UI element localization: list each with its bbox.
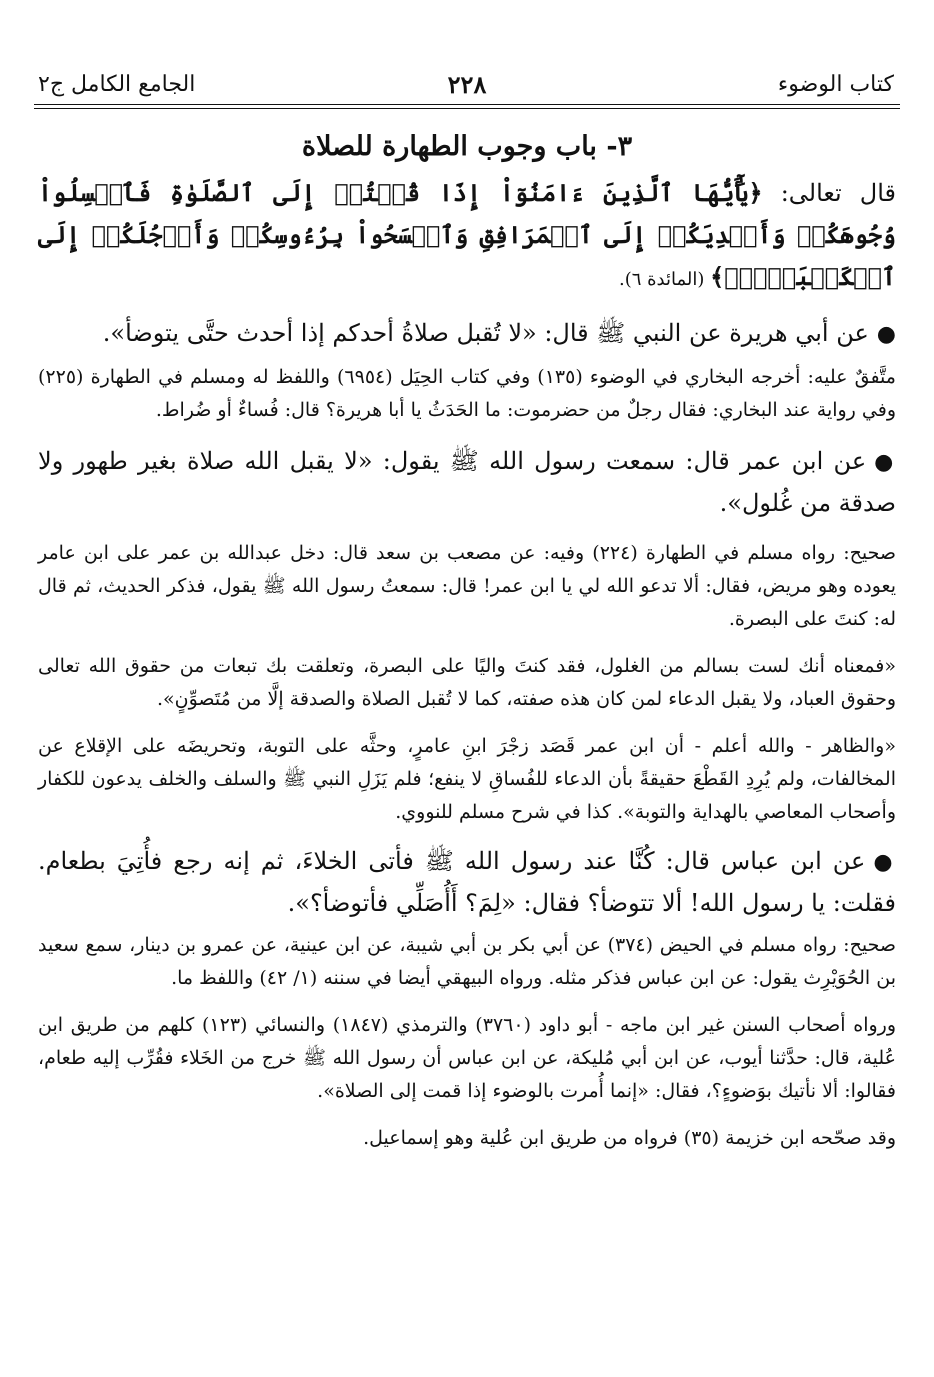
bullet-icon: ● (873, 850, 897, 875)
chapter-title: ٣- باب وجوب الطهارة للصلاة (301, 131, 633, 162)
hadith-2-text: عن ابن عمر قال: سمعت رسول الله ﷺ يقول: «لا يقبل الله صلاة بغير طهور ولا صدقة من غُلول». (38, 447, 896, 517)
note-5: صحيح: رواه مسلم في الحيض (٣٧٤) عن أبي بكر بن أبي شيبة، عن ابن عينية، عن عمرو بن دينار، سمع سعيد بن الحُوَيْرِث يقول: عن ابن عباس فذكر مثله. ورواه البيهقي أيضا في سننه (١/ ٤٢) واللفظ ما. (38, 934, 896, 989)
quran-verse-block (38, 172, 896, 301)
hadith-3 (38, 841, 896, 923)
note-1: متَّفقٌ عليه: أخرجه البخاري في الوضوء (١٣٥) وفي كتاب الحِيَل (٦٩٥٤) واللفظ له ومسلم في الطهارة (٢٢٥) وفي رواية عند البخاري: فقال رجلٌ من حضرموت: ما الحَدَثُ يا أبا هريرة؟ قال: فُساءٌ أو ضُراط. (38, 366, 896, 421)
hadith-1-text: عن أبي هريرة عن النبي ﷺ قال: «لا تُقبل صلاةُ أحدكم إذا أحدث حتَّى يتوضأ». (102, 319, 869, 347)
book-title: كتاب الوضوء (777, 72, 894, 97)
note-2: صحيح: رواه مسلم في الطهارة (٢٢٤) وفيه: عن مصعب بن سعد قال: دخل عبدالله بن عمر على ابن عامر يعوده وهو مريض، فقال: ألا تدعو الله لي يا ابن عمر! قال: سمعتُ رسول الله ﷺ يقول، فذكر الحديث، ثم قال له: كنتَ على البصرة. (38, 542, 896, 630)
header-divider (34, 108, 900, 109)
running-header (34, 60, 900, 105)
note-6: ورواه أصحاب السنن غير ابن ماجه - أبو داود (٣٧٦٠) والترمذي (١٨٤٧) والنسائي (١٢٣) كلهم من طريق ابن عُلية، قال: حدَّثنا أيوب، عن ابن أبي مُليكة، عن ابن عباس أن رسول الله ﷺ خرج من الخَلاء فقُرِّب إليه طعام، فقالوا: ألا نأتيك بوَضوءٍ؟، فقال: «إنما أُمرت بالوضوء إذا قمت إلى الصلاة». (38, 1014, 896, 1102)
page-number: ٢٢٨ (447, 70, 487, 99)
bullet-icon: ● (874, 450, 896, 475)
quran-reference: (المائدة ٦). (618, 269, 711, 290)
bullet-icon: ● (876, 322, 896, 347)
note-4: «والظاهر - والله أعلم - أن ابن عمر قَصَد زجْرَ ابنِ عامرٍ، وحثَّه على التوبة، وتحريضَه على الإقلاع عن المخالفات، ولم يُرِدِ القَطْعَ حقيقةً بأن الدعاء للفُساقِ لا ينفع؛ فلم يَزَلِ النبي ﷺ والسلف والخلف يدعون للكفار وأصحاب المعاصي بالهداية والتوبة». كذا في شرح مسلم للنووي. (38, 735, 896, 823)
note-3: «فمعناه أنك لست بسالم من الغلول، فقد كنتَ واليًا على البصرة، وتعلقت بك تبعات من حقوق الله تعالى وحقوق العباد، ولا يقبل الدعاء لمن كان هذه صفته، كما لا تُقبل الصلاة والصدقة إلَّا من مُتَصوِّنٍ». (38, 655, 896, 710)
quran-intro: قال تعالى: (762, 179, 897, 207)
quran-verse: ﴿يَٰٓأَيُّهَا ٱلَّذِينَ ءَامَنُوٓاْ إِذَا قُمۡتُمۡ إِلَى ٱلصَّلَوٰةِ فَٱغۡسِلُواْ وُجُوهَكُمۡ وَأَيۡدِيَكُمۡ إِلَى ٱلۡمَرَافِقِ وَٱمۡسَحُواْ بِرُءُوسِكُمۡ وَأَرۡجُلَكُمۡ إِلَى ٱلۡكَعۡبَيۡنِۚ﴾ (38, 178, 896, 291)
volume-title: الجامع الكامل ج٢ (38, 72, 196, 97)
hadith-2 (38, 441, 896, 523)
note-7: وقد صحّحه ابن خزيمة (٣٥) فرواه من طريق ابن عُلية وهو إسماعيل. (363, 1127, 896, 1149)
hadith-1 (38, 313, 896, 355)
hadith-3-text: عن ابن عباس قال: كُنَّا عند رسول الله ﷺ فأتى الخلاءَ، ثم إنه رجع فأُتِيَ بطعام. فقلت: يا رسول الله! ألا تتوضأ؟ فقال: «لِمَ؟ أَأُصَلِّي فأتوضأ؟». (38, 847, 896, 917)
